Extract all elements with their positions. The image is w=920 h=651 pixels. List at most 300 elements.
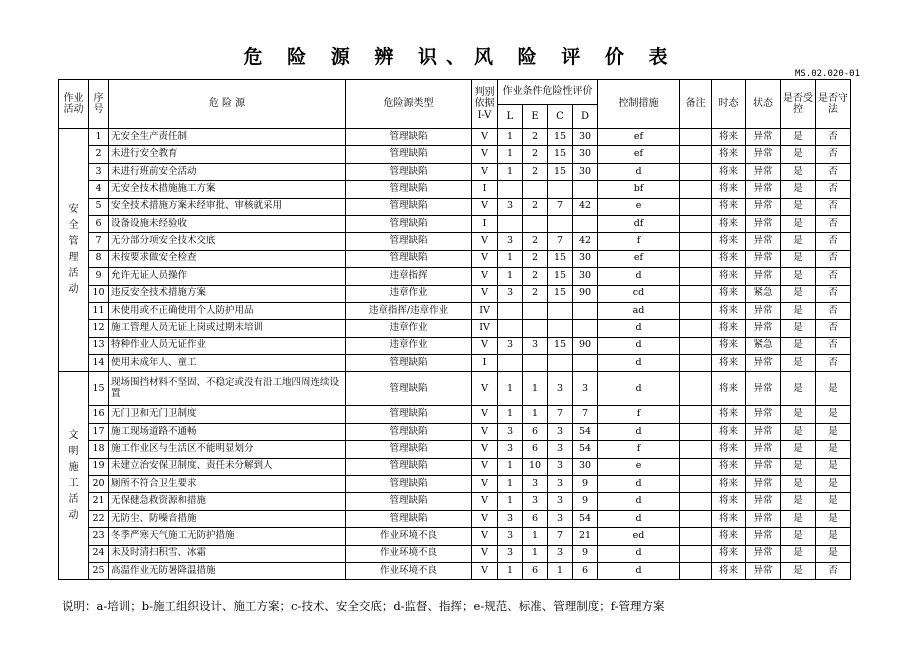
c-value-cell: [548, 181, 573, 198]
tense-cell: 将来: [712, 215, 746, 232]
hazard-type-cell: 管理缺陷: [346, 406, 472, 423]
remark-cell: [680, 337, 712, 354]
controlled-cell: 是: [781, 163, 816, 180]
header-tense: 时态: [712, 80, 746, 129]
d-value-cell: 54: [573, 423, 598, 440]
l-value-cell: 3: [498, 285, 523, 302]
hazard-cell: 无门卫和无门卫制度: [109, 406, 346, 423]
header-state: 状态: [746, 80, 781, 129]
basis-cell: V: [472, 545, 498, 562]
lawful-cell: 否: [816, 146, 851, 163]
state-cell: 异常: [746, 320, 781, 337]
basis-cell: I: [472, 215, 498, 232]
controlled-cell: 是: [781, 320, 816, 337]
control-cell: f: [598, 441, 680, 458]
c-value-cell: 7: [548, 198, 573, 215]
c-value-cell: 3: [548, 441, 573, 458]
lawful-cell: 否: [816, 215, 851, 232]
lawful-cell: 否: [816, 129, 851, 146]
hazard-cell: 未按要求做安全检查: [109, 250, 346, 267]
control-cell: d: [598, 493, 680, 510]
hazard-cell: 未进行班前安全活动: [109, 163, 346, 180]
control-cell: d: [598, 163, 680, 180]
l-value-cell: [498, 302, 523, 319]
seq-cell: 14: [89, 355, 109, 372]
c-value-cell: 15: [548, 285, 573, 302]
control-cell: e: [598, 198, 680, 215]
table-row: [59, 441, 851, 458]
seq-cell: 20: [89, 476, 109, 493]
d-value-cell: 9: [573, 545, 598, 562]
seq-cell: 15: [89, 372, 109, 406]
c-value-cell: 7: [548, 406, 573, 423]
remark-cell: [680, 355, 712, 372]
tense-cell: 将来: [712, 233, 746, 250]
e-value-cell: 6: [523, 423, 548, 440]
lawful-cell: 是: [816, 423, 851, 440]
hazard-cell: 未进行安全教育: [109, 146, 346, 163]
activity-group-label: 文明施工活动: [68, 429, 79, 521]
hazard-type-cell: 管理缺陷: [346, 163, 472, 180]
seq-cell: 25: [89, 562, 109, 579]
basis-cell: V: [472, 372, 498, 406]
table-row: [59, 423, 851, 440]
seq-cell: 2: [89, 146, 109, 163]
basis-cell: I: [472, 355, 498, 372]
e-value-cell: 2: [523, 129, 548, 146]
c-value-cell: 3: [548, 545, 573, 562]
c-value-cell: 7: [548, 528, 573, 545]
seq-cell: 22: [89, 510, 109, 527]
hazard-type-cell: 管理缺陷: [346, 372, 472, 406]
hazard-type-cell: 管理缺陷: [346, 458, 472, 475]
legend-note: 说明：a-培训；b-施工组织设计、施工方案；c-技术、安全交底；d-监督、指挥；e-规范、标准、管理制度；f-管理方案: [62, 599, 665, 613]
state-cell: 异常: [746, 545, 781, 562]
state-cell: 异常: [746, 476, 781, 493]
seq-cell: 24: [89, 545, 109, 562]
control-cell: d: [598, 476, 680, 493]
l-value-cell: 1: [498, 562, 523, 579]
basis-cell: I: [472, 181, 498, 198]
remark-cell: [680, 181, 712, 198]
tense-cell: 将来: [712, 250, 746, 267]
lawful-cell: 是: [816, 406, 851, 423]
state-cell: 异常: [746, 355, 781, 372]
hazard-cell: 无保健急救资源和措施: [109, 493, 346, 510]
control-cell: ef: [598, 146, 680, 163]
hazard-cell: 特种作业人员无证作业: [109, 337, 346, 354]
remark-cell: [680, 215, 712, 232]
c-value-cell: 3: [548, 476, 573, 493]
activity-group-label: 安全管理活动: [68, 204, 79, 296]
header-hazard-type: 危险源类型: [346, 80, 472, 129]
controlled-cell: 是: [781, 215, 816, 232]
table-row: [59, 355, 851, 372]
lawful-cell: 是: [816, 528, 851, 545]
e-value-cell: [523, 181, 548, 198]
table-row: [59, 337, 851, 354]
seq-cell: 3: [89, 163, 109, 180]
hazard-cell: 冬季严寒天气施工无防护措施: [109, 528, 346, 545]
remark-cell: [680, 423, 712, 440]
remark-cell: [680, 268, 712, 285]
hazard-cell: 高温作业无防暑降温措施: [109, 562, 346, 579]
remark-cell: [680, 510, 712, 527]
hazard-cell: 允许无证人员操作: [109, 268, 346, 285]
control-cell: bf: [598, 181, 680, 198]
controlled-cell: 是: [781, 268, 816, 285]
lawful-cell: 否: [816, 562, 851, 579]
state-cell: 异常: [746, 163, 781, 180]
table-row: [59, 562, 851, 579]
e-value-cell: 6: [523, 510, 548, 527]
d-value-cell: [573, 215, 598, 232]
tense-cell: 将来: [712, 146, 746, 163]
d-value-cell: [573, 302, 598, 319]
e-value-cell: [523, 215, 548, 232]
seq-cell: 21: [89, 493, 109, 510]
control-cell: d: [598, 562, 680, 579]
remark-cell: [680, 493, 712, 510]
hazard-type-cell: 违章作业: [346, 320, 472, 337]
seq-cell: 8: [89, 250, 109, 267]
state-cell: 异常: [746, 268, 781, 285]
controlled-cell: 是: [781, 562, 816, 579]
basis-cell: V: [472, 285, 498, 302]
hazard-type-cell: 管理缺陷: [346, 198, 472, 215]
seq-cell: 7: [89, 233, 109, 250]
header-control: 控制措施: [598, 80, 680, 129]
controlled-cell: 是: [781, 198, 816, 215]
d-value-cell: 42: [573, 233, 598, 250]
table-body: [59, 129, 851, 580]
lawful-cell: 是: [816, 493, 851, 510]
hazard-type-cell: 管理缺陷: [346, 215, 472, 232]
remark-cell: [680, 406, 712, 423]
basis-cell: V: [472, 163, 498, 180]
hazard-assessment-table: [58, 79, 851, 580]
basis-cell: V: [472, 198, 498, 215]
l-value-cell: 1: [498, 458, 523, 475]
c-value-cell: 15: [548, 337, 573, 354]
d-value-cell: [573, 181, 598, 198]
lawful-cell: 是: [816, 476, 851, 493]
control-cell: e: [598, 458, 680, 475]
controlled-cell: 是: [781, 337, 816, 354]
c-value-cell: 1: [548, 562, 573, 579]
controlled-cell: 是: [781, 181, 816, 198]
seq-cell: 10: [89, 285, 109, 302]
d-value-cell: 30: [573, 458, 598, 475]
hazard-cell: 施工管理人员无证上岗或过期未培训: [109, 320, 346, 337]
e-value-cell: 1: [523, 406, 548, 423]
remark-cell: [680, 320, 712, 337]
state-cell: 异常: [746, 250, 781, 267]
c-value-cell: [548, 215, 573, 232]
state-cell: 异常: [746, 458, 781, 475]
l-value-cell: [498, 320, 523, 337]
control-cell: d: [598, 355, 680, 372]
hazard-type-cell: 管理缺陷: [346, 181, 472, 198]
lawful-cell: 否: [816, 233, 851, 250]
hazard-type-cell: 管理缺陷: [346, 146, 472, 163]
tense-cell: 将来: [712, 372, 746, 406]
state-cell: 异常: [746, 215, 781, 232]
header-C: C: [548, 105, 573, 129]
activity-group-cell: [59, 372, 89, 580]
c-value-cell: 3: [548, 372, 573, 406]
hazard-type-cell: 管理缺陷: [346, 510, 472, 527]
header-eval-group: 作业条件危险性评价: [498, 80, 598, 105]
lawful-cell: 是: [816, 441, 851, 458]
c-value-cell: [548, 355, 573, 372]
hazard-cell: 无防尘、防噪音措施: [109, 510, 346, 527]
l-value-cell: 3: [498, 545, 523, 562]
basis-cell: IV: [472, 302, 498, 319]
table-row: [59, 129, 851, 146]
remark-cell: [680, 250, 712, 267]
table-row: [59, 163, 851, 180]
seq-cell: 16: [89, 406, 109, 423]
seq-cell: 19: [89, 458, 109, 475]
d-value-cell: 21: [573, 528, 598, 545]
seq-cell: 13: [89, 337, 109, 354]
tense-cell: 将来: [712, 406, 746, 423]
hazard-cell: 违反安全技术措施方案: [109, 285, 346, 302]
tense-cell: 将来: [712, 441, 746, 458]
state-cell: 异常: [746, 441, 781, 458]
header-E: E: [523, 105, 548, 129]
hazard-type-cell: 违章指挥: [346, 268, 472, 285]
hazard-cell: 无安全技术措施施工方案: [109, 181, 346, 198]
l-value-cell: 3: [498, 528, 523, 545]
basis-cell: V: [472, 406, 498, 423]
hazard-cell: 未建立治安保卫制度、责任未分解到人: [109, 458, 346, 475]
hazard-cell: 安全技术措施方案未经审批、审核就采用: [109, 198, 346, 215]
d-value-cell: [573, 320, 598, 337]
tense-cell: 将来: [712, 545, 746, 562]
c-value-cell: 7: [548, 233, 573, 250]
control-cell: d: [598, 545, 680, 562]
lawful-cell: 是: [816, 545, 851, 562]
e-value-cell: 6: [523, 562, 548, 579]
state-cell: 异常: [746, 233, 781, 250]
l-value-cell: 3: [498, 510, 523, 527]
controlled-cell: 是: [781, 129, 816, 146]
d-value-cell: 30: [573, 268, 598, 285]
state-cell: 异常: [746, 198, 781, 215]
table-row: [59, 493, 851, 510]
lawful-cell: 是: [816, 458, 851, 475]
state-cell: 异常: [746, 562, 781, 579]
basis-cell: V: [472, 476, 498, 493]
state-cell: 异常: [746, 493, 781, 510]
basis-cell: V: [472, 337, 498, 354]
control-cell: ad: [598, 302, 680, 319]
e-value-cell: [523, 320, 548, 337]
tense-cell: 将来: [712, 181, 746, 198]
seq-cell: 1: [89, 129, 109, 146]
table-row: [59, 406, 851, 423]
hazard-type-cell: 管理缺陷: [346, 493, 472, 510]
d-value-cell: 90: [573, 285, 598, 302]
l-value-cell: [498, 355, 523, 372]
e-value-cell: 2: [523, 233, 548, 250]
hazard-type-cell: 管理缺陷: [346, 233, 472, 250]
state-cell: 异常: [746, 423, 781, 440]
c-value-cell: 15: [548, 129, 573, 146]
tense-cell: 将来: [712, 268, 746, 285]
table-row: [59, 250, 851, 267]
e-value-cell: 1: [523, 528, 548, 545]
control-cell: d: [598, 372, 680, 406]
controlled-cell: 是: [781, 545, 816, 562]
lawful-cell: 否: [816, 355, 851, 372]
lawful-cell: 否: [816, 198, 851, 215]
hazard-cell: 未使用或不正确使用个人防护用品: [109, 302, 346, 319]
c-value-cell: 3: [548, 510, 573, 527]
l-value-cell: 1: [498, 129, 523, 146]
tense-cell: 将来: [712, 285, 746, 302]
d-value-cell: 90: [573, 337, 598, 354]
basis-cell: V: [472, 458, 498, 475]
d-value-cell: 42: [573, 198, 598, 215]
header-seq: 序号: [89, 80, 109, 129]
c-value-cell: 3: [548, 493, 573, 510]
basis-cell: V: [472, 562, 498, 579]
d-value-cell: [573, 355, 598, 372]
d-value-cell: 30: [573, 146, 598, 163]
controlled-cell: 是: [781, 302, 816, 319]
tense-cell: 将来: [712, 320, 746, 337]
table-row: [59, 146, 851, 163]
tense-cell: 将来: [712, 337, 746, 354]
remark-cell: [680, 528, 712, 545]
controlled-cell: 是: [781, 372, 816, 406]
control-cell: df: [598, 215, 680, 232]
header-hazard: 危 险 源: [109, 80, 346, 129]
basis-cell: V: [472, 233, 498, 250]
basis-cell: V: [472, 146, 498, 163]
c-value-cell: 3: [548, 423, 573, 440]
document-title: 危 险 源 辨 识、风 险 评 价 表: [243, 46, 677, 68]
l-value-cell: 3: [498, 337, 523, 354]
remark-cell: [680, 562, 712, 579]
lawful-cell: 否: [816, 320, 851, 337]
hazard-cell: 施工现场道路不通畅: [109, 423, 346, 440]
hazard-cell: 施工作业区与生活区不能明显划分: [109, 441, 346, 458]
hazard-type-cell: 违章作业: [346, 285, 472, 302]
hazard-type-cell: 违章指挥/违章作业: [346, 302, 472, 319]
activity-group-cell: [59, 129, 89, 372]
hazard-cell: 现场围挡材料不坚固、不稳定或没有沿工地四周连续设置: [109, 372, 346, 406]
control-cell: cd: [598, 285, 680, 302]
seq-cell: 12: [89, 320, 109, 337]
d-value-cell: 3: [573, 372, 598, 406]
d-value-cell: 9: [573, 493, 598, 510]
controlled-cell: 是: [781, 146, 816, 163]
remark-cell: [680, 129, 712, 146]
e-value-cell: [523, 355, 548, 372]
seq-cell: 18: [89, 441, 109, 458]
c-value-cell: 3: [548, 458, 573, 475]
d-value-cell: 54: [573, 441, 598, 458]
hazard-type-cell: 管理缺陷: [346, 250, 472, 267]
table-row: [59, 198, 851, 215]
tense-cell: 将来: [712, 423, 746, 440]
state-cell: 异常: [746, 129, 781, 146]
table-row: [59, 528, 851, 545]
state-cell: 紧急: [746, 285, 781, 302]
tense-cell: 将来: [712, 562, 746, 579]
control-cell: ef: [598, 250, 680, 267]
seq-cell: 17: [89, 423, 109, 440]
basis-cell: V: [472, 493, 498, 510]
hazard-cell: 使用未成年人、童工: [109, 355, 346, 372]
tense-cell: 将来: [712, 493, 746, 510]
d-value-cell: 30: [573, 163, 598, 180]
c-value-cell: 15: [548, 163, 573, 180]
header-L: L: [498, 105, 523, 129]
controlled-cell: 是: [781, 285, 816, 302]
tense-cell: 将来: [712, 510, 746, 527]
hazard-cell: 无分部分项安全技术交底: [109, 233, 346, 250]
table-row: [59, 302, 851, 319]
e-value-cell: 2: [523, 163, 548, 180]
c-value-cell: 15: [548, 250, 573, 267]
hazard-cell: 未及时清扫积雪、冰霜: [109, 545, 346, 562]
table-row: [59, 476, 851, 493]
l-value-cell: 1: [498, 146, 523, 163]
e-value-cell: 3: [523, 476, 548, 493]
d-value-cell: 30: [573, 250, 598, 267]
state-cell: 异常: [746, 406, 781, 423]
controlled-cell: 是: [781, 406, 816, 423]
basis-cell: V: [472, 423, 498, 440]
table-row: [59, 545, 851, 562]
remark-cell: [680, 458, 712, 475]
e-value-cell: 3: [523, 337, 548, 354]
tense-cell: 将来: [712, 476, 746, 493]
controlled-cell: 是: [781, 233, 816, 250]
hazard-type-cell: 作业环境不良: [346, 545, 472, 562]
c-value-cell: 15: [548, 146, 573, 163]
hazard-type-cell: 管理缺陷: [346, 355, 472, 372]
tense-cell: 将来: [712, 458, 746, 475]
remark-cell: [680, 146, 712, 163]
hazard-type-cell: 管理缺陷: [346, 476, 472, 493]
lawful-cell: 否: [816, 268, 851, 285]
remark-cell: [680, 545, 712, 562]
l-value-cell: 1: [498, 163, 523, 180]
e-value-cell: 10: [523, 458, 548, 475]
header-D: D: [573, 105, 598, 129]
basis-cell: V: [472, 268, 498, 285]
lawful-cell: 否: [816, 181, 851, 198]
basis-cell: V: [472, 250, 498, 267]
table-row: [59, 181, 851, 198]
hazard-cell: 设备设施未经验收: [109, 215, 346, 232]
hazard-type-cell: 违章作业: [346, 337, 472, 354]
header-basis: 判别依据I-V: [472, 80, 498, 129]
l-value-cell: 3: [498, 233, 523, 250]
l-value-cell: 3: [498, 441, 523, 458]
e-value-cell: 6: [523, 441, 548, 458]
remark-cell: [680, 441, 712, 458]
d-value-cell: 7: [573, 406, 598, 423]
controlled-cell: 是: [781, 441, 816, 458]
c-value-cell: 15: [548, 268, 573, 285]
